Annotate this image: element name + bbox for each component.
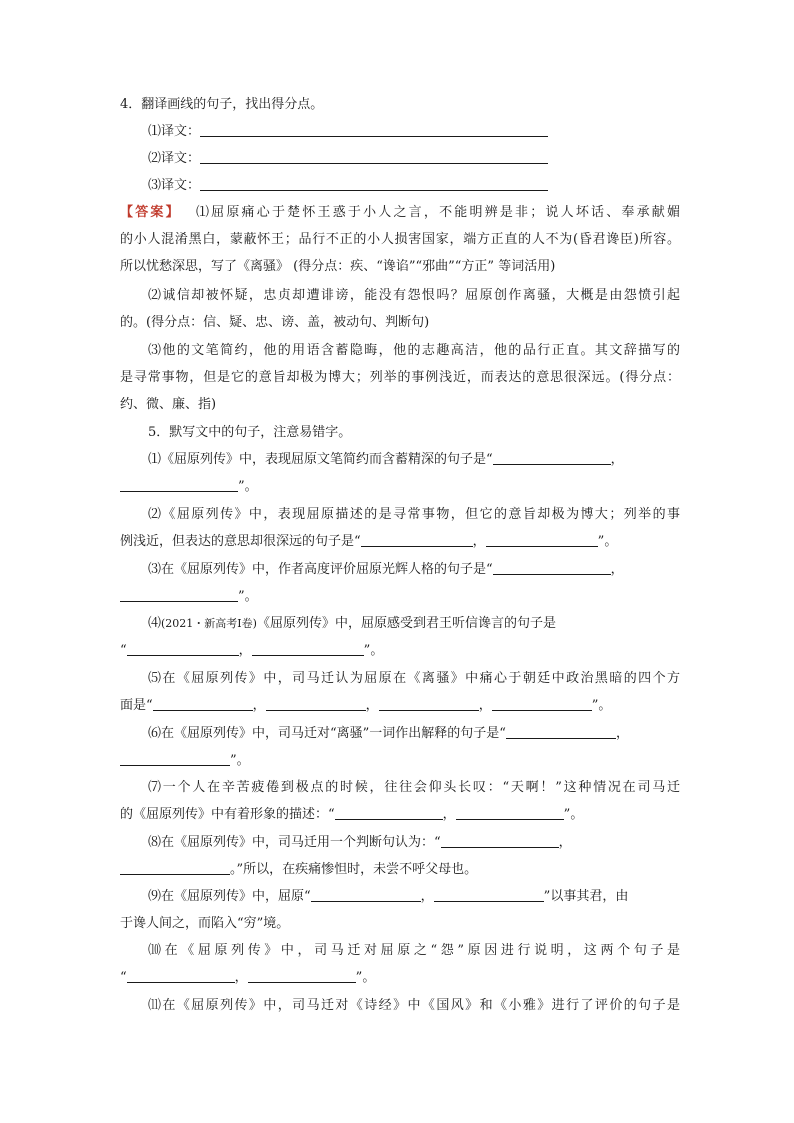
answer-p2-line-1 (148, 287, 680, 305)
answer-blank[interactable] (361, 533, 473, 547)
q5-item-4-cont (120, 642, 680, 660)
item-text: 的《屈原列传》中有着形象的描述：“ (120, 807, 335, 822)
punct: ”。 (230, 753, 250, 768)
punct: ， (478, 698, 492, 713)
item-text: ⑺一个人在辛苦疲倦到极点的时候，往往会仰头长叹：“天啊！”这种情况在司马迁 (148, 780, 680, 795)
q4-title-text: 4．翻译画线的句子，找出得分点。 (120, 97, 324, 112)
q4-item-2 (148, 150, 680, 168)
answer-blank[interactable] (493, 561, 611, 575)
q5-item-4 (148, 615, 680, 633)
item-text: 。”所以，在疾痛惨怛时，未尝不呼父母也。 (230, 862, 478, 877)
answer-text: ⑵诚信却被怀疑，忠贞却遭诽谤，能没有怨恨吗？屈原创作离骚，大概是由怨愤引起 (148, 288, 680, 303)
punct: ”。 (363, 643, 384, 658)
answer-blank[interactable] (200, 177, 548, 191)
answer-blank[interactable] (127, 969, 235, 983)
answer-blank[interactable] (153, 697, 253, 711)
q4-item-1 (148, 123, 680, 141)
q5-item-3 (148, 561, 680, 579)
item-text: ⑼在《屈原列传》中，屈原“ (148, 889, 311, 904)
q5-title-text: 5．默写文中的句子，注意易错字。 (148, 425, 352, 440)
q5-item-5-cont (120, 697, 680, 715)
punct: ， (252, 698, 266, 713)
answer-blank[interactable] (441, 834, 559, 848)
q5-title (148, 424, 680, 442)
answer-text: 是寻常事物，但是它的意旨却极为博大；列举的事例浅近，而表达的意思很深远。(得分点： (120, 370, 680, 385)
item-text: ⑽在《屈原列传》中，司马迁对屈原之“怨”原因进行说明，这两个句子是 (148, 943, 680, 958)
q5-item-9 (148, 888, 680, 906)
q5-item-2-cont (120, 533, 680, 551)
answer-blank[interactable] (120, 588, 238, 602)
answer-blank[interactable] (492, 697, 592, 711)
q4-item-1-label: ⑴译文： (148, 124, 201, 139)
q5-item-2 (148, 506, 680, 524)
punct: ， (615, 726, 629, 741)
answer-blank[interactable] (486, 533, 598, 547)
answer-text: 所以忧愁深思，写了《离骚》 (得分点：疾、“谗谄”“邪曲”“方正” 等词活用) (120, 259, 556, 274)
item-text: ⑾在《屈原列传》中，司马迁对《诗经》中《国风》和《小雅》进行了评价的句子是 (148, 998, 680, 1013)
punct: ”。 (597, 534, 618, 549)
punct: “ (120, 970, 127, 985)
answer-p3-line-2 (120, 369, 680, 387)
punct: ， (610, 562, 624, 577)
answer-blank[interactable] (248, 969, 356, 983)
punct: ， (420, 889, 434, 904)
answer-blank[interactable] (200, 123, 548, 137)
q5-item-6-cont (120, 752, 680, 770)
item-text: ”以事其君，由 (543, 889, 629, 904)
item-text: ⑵《屈原列传》中，表现屈原描述的是寻常事物，但它的意旨却极为博大；列举的事 (148, 507, 680, 522)
q4-item-2-label: ⑵译文： (148, 151, 201, 166)
punct: ， (234, 970, 248, 985)
answer-blank[interactable] (120, 752, 230, 766)
punct: ， (558, 835, 572, 850)
answer-text: 约、微、廉、指) (120, 397, 217, 412)
punct: ， (238, 643, 252, 658)
q5-item-7 (148, 779, 680, 797)
punct: ”。 (591, 698, 612, 713)
answer-blank[interactable] (335, 806, 443, 820)
q5-item-6 (148, 725, 680, 743)
punct: ， (610, 452, 624, 467)
q5-item-3-cont (120, 588, 680, 606)
answer-text: 的小人混淆黑白，蒙蔽怀王；品行不正的小人损害国家，端方正直的人不为(昏君谗臣)所容。 (120, 232, 680, 247)
answer-blank[interactable] (266, 697, 366, 711)
answer-blank[interactable] (311, 888, 421, 902)
punct: ”。 (355, 970, 376, 985)
q4-item-3 (148, 177, 680, 195)
answer-p3-line-3 (120, 396, 680, 414)
q5-item-9-cont (120, 915, 680, 933)
punct: ， (472, 534, 486, 549)
answer-p2-line-2 (120, 314, 680, 332)
answer-text: ⑶他的文笔简约，他的用语含蓄隐晦，他的志趣高洁，他的品行正直。其文辞描写的 (148, 343, 680, 358)
punct: “ (120, 643, 127, 658)
answer-p1-line-2 (120, 231, 680, 249)
answer-blank[interactable] (456, 806, 564, 820)
punct: ， (365, 698, 379, 713)
item-text: ⑻在《屈原列传》中，司马迁用一个判断句认为：“ (148, 835, 441, 850)
answer-text: ⑴屈原痛心于楚怀王惑于小人之言，不能明辨是非；说人坏话、奉承献媚 (193, 205, 680, 220)
answer-blank[interactable] (127, 642, 239, 656)
q5-item-7-cont (120, 806, 680, 824)
item-text: ⑹在《屈原列传》中，司马迁对“离骚”一词作出解释的句子是“ (148, 726, 506, 741)
item-text: 例浅近，但表达的意思却很深远的句子是“ (120, 534, 361, 549)
answer-p1-line-1 (120, 204, 680, 222)
item-text: ⑶在《屈原列传》中，作者高度评价屈原光辉人格的句子是“ (148, 562, 493, 577)
q5-item-11 (148, 997, 680, 1015)
answer-text: 的。(得分点：信、疑、忠、谤、盖，被动句、判断句) (120, 315, 430, 330)
q5-item-1 (148, 451, 680, 469)
item-number: ⑷ (148, 616, 162, 631)
answer-tag: 【答案】 (120, 205, 181, 220)
q5-item-10 (148, 942, 680, 960)
q5-item-5 (148, 670, 680, 688)
punct: ”。 (238, 479, 258, 494)
q4-title (120, 96, 680, 114)
answer-blank[interactable] (120, 861, 230, 875)
exam-source: (2021・新高考Ⅰ卷) (161, 617, 257, 630)
answer-blank[interactable] (493, 451, 611, 465)
item-text: ⑸在《屈原列传》中，司马迁认为屈原在《离骚》中痛心于朝廷中政治黑暗的四个方 (148, 671, 680, 686)
punct: ， (442, 807, 456, 822)
answer-blank[interactable] (506, 725, 616, 739)
punct: ”。 (238, 589, 258, 604)
q5-item-10-cont (120, 969, 680, 987)
answer-blank[interactable] (200, 150, 548, 164)
answer-blank[interactable] (252, 642, 364, 656)
answer-blank[interactable] (379, 697, 479, 711)
punct: ”。 (563, 807, 584, 822)
item-text: 面是“ (120, 698, 153, 713)
answer-blank[interactable] (434, 888, 544, 902)
item-text: ⑴《屈原列传》中，表现屈原文笔简约而含蓄精深的句子是“ (148, 452, 493, 467)
q5-item-8-cont (120, 861, 680, 879)
answer-p3-line-1 (148, 342, 680, 360)
answer-blank[interactable] (120, 478, 238, 492)
answer-p1-line-3 (120, 258, 680, 276)
item-text: 《屈原列传》中，屈原感受到君王听信谗言的句子是 (256, 616, 556, 631)
item-text: 于谗人间之，而陷入“穷”境。 (120, 916, 290, 931)
q5-item-8 (148, 834, 680, 852)
q4-item-3-label: ⑶译文： (148, 178, 201, 193)
q5-item-1-cont (120, 478, 680, 496)
